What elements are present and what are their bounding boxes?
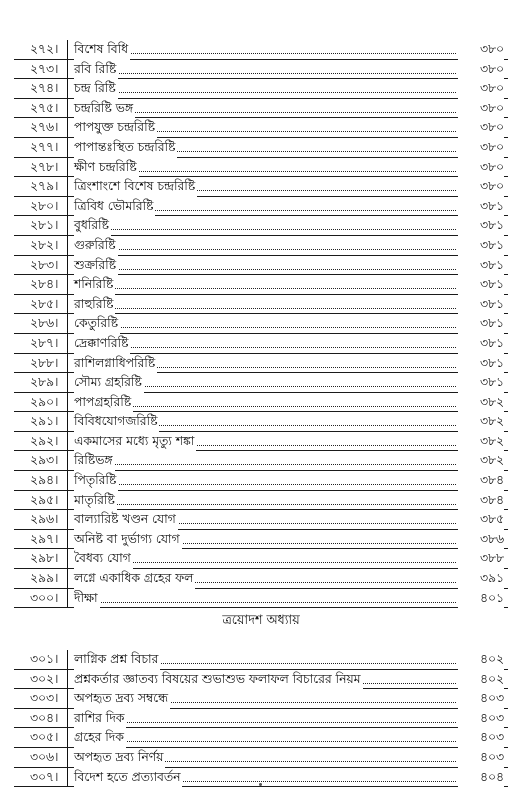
toc-entry <box>14 177 508 197</box>
vertical-rule <box>67 216 68 236</box>
entry-number: ২৯২। <box>30 433 59 448</box>
vertical-rule <box>67 530 68 550</box>
toc-entry <box>14 60 508 80</box>
entry-title: কেতুরিষ্টি <box>74 314 120 334</box>
entry-page-number: ৩৮১ <box>458 354 504 374</box>
table-of-contents-part-2 <box>14 650 508 787</box>
toc-entry <box>14 549 508 569</box>
vertical-rule <box>67 354 68 374</box>
dot-leader <box>74 288 456 289</box>
entry-page-number: ৩৮০ <box>458 40 504 60</box>
entry-title: রাশির দিক <box>74 709 126 729</box>
entry-title: ক্ষীণ চন্দ্ররিষ্টি <box>74 158 139 178</box>
entry-number: ২৮৩। <box>30 257 59 272</box>
entry-title: সৌম্য গ্রহরিষ্টি <box>74 373 144 393</box>
entry-number: ২৭৫। <box>30 100 59 115</box>
entry-number: ৩০৪। <box>30 710 59 725</box>
entry-title: গ্রহের দিক <box>74 728 126 748</box>
vertical-rule <box>67 295 68 315</box>
toc-entry <box>14 589 508 609</box>
entry-title: লাগ্নিক প্রশ্ন বিচার <box>74 650 160 670</box>
toc-entry <box>14 158 508 178</box>
dot-leader <box>74 347 456 348</box>
entry-page-number: ৩৮১ <box>458 216 504 236</box>
entry-page-number: ৩৮১ <box>458 275 504 295</box>
vertical-rule <box>67 373 68 393</box>
entry-page-number: ৩৮২ <box>458 432 504 452</box>
toc-entry <box>14 748 508 768</box>
vertical-rule <box>67 314 68 334</box>
entry-title: বিবিধযোগজরিষ্টি <box>74 412 159 432</box>
entry-number: ২৯৫। <box>30 492 59 507</box>
entry-page-number: ৪০৪ <box>458 768 504 788</box>
entry-title: অনিষ্ট বা দুর্ভাগ্য যোগ <box>74 530 182 550</box>
entry-title: দীক্ষা <box>74 589 100 609</box>
toc-entry <box>14 118 508 138</box>
entry-number: ২৭৭। <box>30 139 59 154</box>
vertical-rule <box>67 236 68 256</box>
page-mark-dot <box>259 783 262 786</box>
entry-page-number: ৩৮০ <box>458 99 504 119</box>
toc-entry <box>14 295 508 315</box>
entry-number: ২৭২। <box>30 42 59 56</box>
vertical-rule <box>67 197 68 217</box>
toc-entry <box>14 99 508 119</box>
entry-number: ২৯৩। <box>30 453 59 468</box>
vertical-rule <box>67 549 68 569</box>
entry-page-number: ৩৮০ <box>458 79 504 99</box>
entry-title: অপহৃত দ্রব্য নির্ণয় <box>74 748 165 768</box>
entry-page-number: ৩৮০ <box>458 138 504 158</box>
vertical-rule <box>67 491 68 511</box>
entry-number: ২৯৪। <box>30 473 59 488</box>
vertical-rule <box>67 256 68 276</box>
entry-page-number: ৩৮১ <box>458 295 504 315</box>
vertical-rule <box>67 510 68 530</box>
entry-number: ৩০২। <box>30 671 59 686</box>
toc-entry <box>14 491 508 511</box>
dot-leader <box>74 269 456 270</box>
toc-entry <box>14 412 508 432</box>
toc-entry <box>14 40 508 60</box>
section-heading: ত্রয়োদশ অধ্যায় <box>222 613 300 628</box>
dot-leader <box>74 464 456 465</box>
entry-number: ২৮৫। <box>30 296 59 311</box>
entry-title: লগ্নে একাধিক গ্রহের ফল <box>74 569 195 589</box>
toc-entry <box>14 650 508 670</box>
toc-entry <box>14 79 508 99</box>
entry-page-number: ৩৮১ <box>458 314 504 334</box>
toc-entry <box>14 236 508 256</box>
entry-page-number: ৪০২ <box>458 670 504 690</box>
toc-entry <box>14 451 508 471</box>
toc-entry <box>14 471 508 491</box>
entry-title: প্রশ্নকর্তার জ্ঞাতব্য বিষয়ের শুভাশুভ ফলাফল বিচারের নিয়ম <box>74 670 363 690</box>
vertical-rule <box>67 412 68 432</box>
entry-page-number: ৩৮২ <box>458 412 504 432</box>
entry-title: রাহুরিষ্টি <box>74 295 115 315</box>
dot-leader <box>74 53 456 54</box>
entry-title: ত্রিংশাংশে বিশেষ চন্দ্ররিষ্টি <box>74 177 197 197</box>
vertical-rule <box>67 40 68 60</box>
entry-page-number: ৩৮১ <box>458 197 504 217</box>
entry-title: পাপযুক্ত চন্দ্ররিষ্টি <box>74 118 157 138</box>
entry-number: ২৮৭। <box>30 335 59 350</box>
vertical-rule <box>67 768 68 788</box>
toc-entry <box>14 334 508 354</box>
dot-leader <box>74 308 456 309</box>
entry-page-number: ৩৮১ <box>458 236 504 256</box>
entry-page-number: ৩৮৪ <box>458 491 504 511</box>
vertical-rule <box>67 650 68 670</box>
entry-title: বুধরিষ্টি <box>74 216 111 236</box>
vertical-rule <box>67 99 68 119</box>
vertical-rule <box>67 393 68 413</box>
dot-leader <box>74 73 456 74</box>
entry-title: শুক্ররিষ্টি <box>74 256 118 276</box>
entry-number: ৩০৬। <box>30 749 59 764</box>
entry-page-number: ৩৮৪ <box>458 471 504 491</box>
vertical-rule <box>67 138 68 158</box>
entry-title: পাপান্তঃস্থিত চন্দ্ররিষ্টি <box>74 138 177 158</box>
dot-leader <box>74 92 456 93</box>
entry-page-number: ৪০৩ <box>458 728 504 748</box>
dot-leader <box>74 229 456 230</box>
entry-number: ২৮১। <box>30 218 59 233</box>
entry-title: বিদেশ হতে প্রত্যাবর্তন <box>74 768 182 788</box>
vertical-rule <box>67 728 68 748</box>
vertical-rule <box>67 177 68 197</box>
entry-number: ২৯১। <box>30 414 59 429</box>
entry-title: রাশিলগ্নাধিপরিষ্টি <box>74 354 157 374</box>
entry-title: পিতৃরিষ্টি <box>74 471 118 491</box>
vertical-rule <box>67 118 68 138</box>
vertical-rule <box>67 709 68 729</box>
dot-leader <box>74 741 456 742</box>
dot-leader <box>74 249 456 250</box>
entry-page-number: ৪০২ <box>458 650 504 670</box>
entry-page-number: ৪০৩ <box>458 748 504 768</box>
dot-leader <box>74 602 456 603</box>
toc-entry <box>14 689 508 709</box>
entry-title: একমাসের মধ্যে মৃত্যু শঙ্কা <box>74 432 196 452</box>
toc-entry <box>14 216 508 236</box>
entry-number: ২৯৯। <box>30 571 59 586</box>
entry-page-number: ৪০১ <box>458 589 504 609</box>
toc-entry <box>14 569 508 589</box>
vertical-rule <box>67 158 68 178</box>
toc-entry <box>14 530 508 550</box>
entry-title: ত্রিবিধ ভৌমরিষ্টি <box>74 197 155 217</box>
entry-page-number: ৩৮১ <box>458 256 504 276</box>
entry-title: বৈধব্য যোগ <box>74 549 133 569</box>
entry-page-number: ৩৮৫ <box>458 510 504 530</box>
entry-title: মাতৃরিষ্টি <box>74 491 117 511</box>
entry-number: ২৭৮। <box>30 159 59 174</box>
entry-page-number: ৪০৩ <box>458 689 504 709</box>
vertical-rule <box>67 60 68 80</box>
entry-number: ২৭৪। <box>30 81 59 96</box>
toc-entry <box>14 314 508 334</box>
table-of-contents-part-1 <box>14 40 508 608</box>
vertical-rule <box>67 79 68 99</box>
entry-number: ২৭৯। <box>30 179 59 194</box>
toc-entry <box>14 510 508 530</box>
entry-number: ৩০৫। <box>30 730 59 745</box>
entry-number: ২৮৯। <box>30 375 59 390</box>
entry-number: ২৯০। <box>30 394 59 409</box>
entry-number: ২৯৮। <box>30 551 59 566</box>
entry-number: ২৭৬। <box>30 120 59 135</box>
entry-number: ২৭৩। <box>30 61 59 76</box>
entry-page-number: ৩৮২ <box>458 451 504 471</box>
entry-title: দ্রেক্কাণরিষ্টি <box>74 334 130 354</box>
entry-page-number: ৩৮০ <box>458 118 504 138</box>
entry-page-number: ৩৮১ <box>458 373 504 393</box>
entry-page-number: ৩৮৮ <box>458 549 504 569</box>
entry-title: শনিরিষ্টি <box>74 275 115 295</box>
toc-entry <box>14 256 508 276</box>
vertical-rule <box>67 569 68 589</box>
vertical-rule <box>67 451 68 471</box>
entry-number: ২৮৬। <box>30 316 59 331</box>
entry-page-number: ৪০৩ <box>458 709 504 729</box>
entry-page-number: ৩৮০ <box>458 158 504 178</box>
entry-page-number: ৩৯১ <box>458 569 504 589</box>
toc-entry <box>14 275 508 295</box>
vertical-rule <box>67 748 68 768</box>
vertical-rule <box>67 589 68 609</box>
entry-title: পাপগ্রহরিষ্টি <box>74 393 133 413</box>
dot-leader <box>74 504 456 505</box>
entry-title: বিশেষ বিধি <box>74 40 130 60</box>
vertical-rule <box>67 275 68 295</box>
toc-entry <box>14 709 508 729</box>
vertical-rule <box>67 334 68 354</box>
toc-entry <box>14 670 508 690</box>
entry-title: বাল্যারিষ্ট খণ্ডন যোগ <box>74 510 178 530</box>
entry-number: ২৮২। <box>30 237 59 252</box>
toc-entry <box>14 354 508 374</box>
entry-number: ৩০৩। <box>30 691 59 706</box>
entry-number: ২৮৪। <box>30 277 59 292</box>
entry-title: চন্দ্র রিষ্টি <box>74 79 118 99</box>
vertical-rule <box>67 471 68 491</box>
vertical-rule <box>67 689 68 709</box>
toc-entry <box>14 432 508 452</box>
toc-entry <box>14 197 508 217</box>
entry-page-number: ৩৮২ <box>458 393 504 413</box>
dot-leader <box>74 722 456 723</box>
entry-page-number: ৩৮৬ <box>458 530 504 550</box>
entry-title: গুরুরিষ্টি <box>74 236 118 256</box>
entry-page-number: ৩৮০ <box>458 177 504 197</box>
entry-page-number: ৩৮১ <box>458 334 504 354</box>
entry-number: ৩০০। <box>30 590 59 605</box>
entry-title: চন্দ্ররিষ্টি ভঙ্গ <box>74 99 135 119</box>
entry-title: রিষ্টিভঙ্গ <box>74 451 115 471</box>
entry-title: রবি রিষ্টি <box>74 60 118 80</box>
vertical-rule <box>67 432 68 452</box>
vertical-rule <box>67 670 68 690</box>
toc-entry <box>14 138 508 158</box>
entry-number: ২৮০। <box>30 198 59 213</box>
entry-page-number: ৩৮০ <box>458 60 504 80</box>
toc-entry <box>14 728 508 748</box>
entry-number: ৩০১। <box>30 652 59 666</box>
toc-entry <box>14 393 508 413</box>
dot-leader <box>74 327 456 328</box>
entry-number: ২৮৮। <box>30 355 59 370</box>
toc-entry <box>14 373 508 393</box>
entry-number: ২৯৭। <box>30 531 59 546</box>
entry-title: অপহৃত দ্রব্য সম্বন্ধে <box>74 689 170 709</box>
dot-leader <box>74 484 456 485</box>
entry-number: ৩০৭। <box>30 769 59 784</box>
entry-number: ২৯৬। <box>30 512 59 527</box>
